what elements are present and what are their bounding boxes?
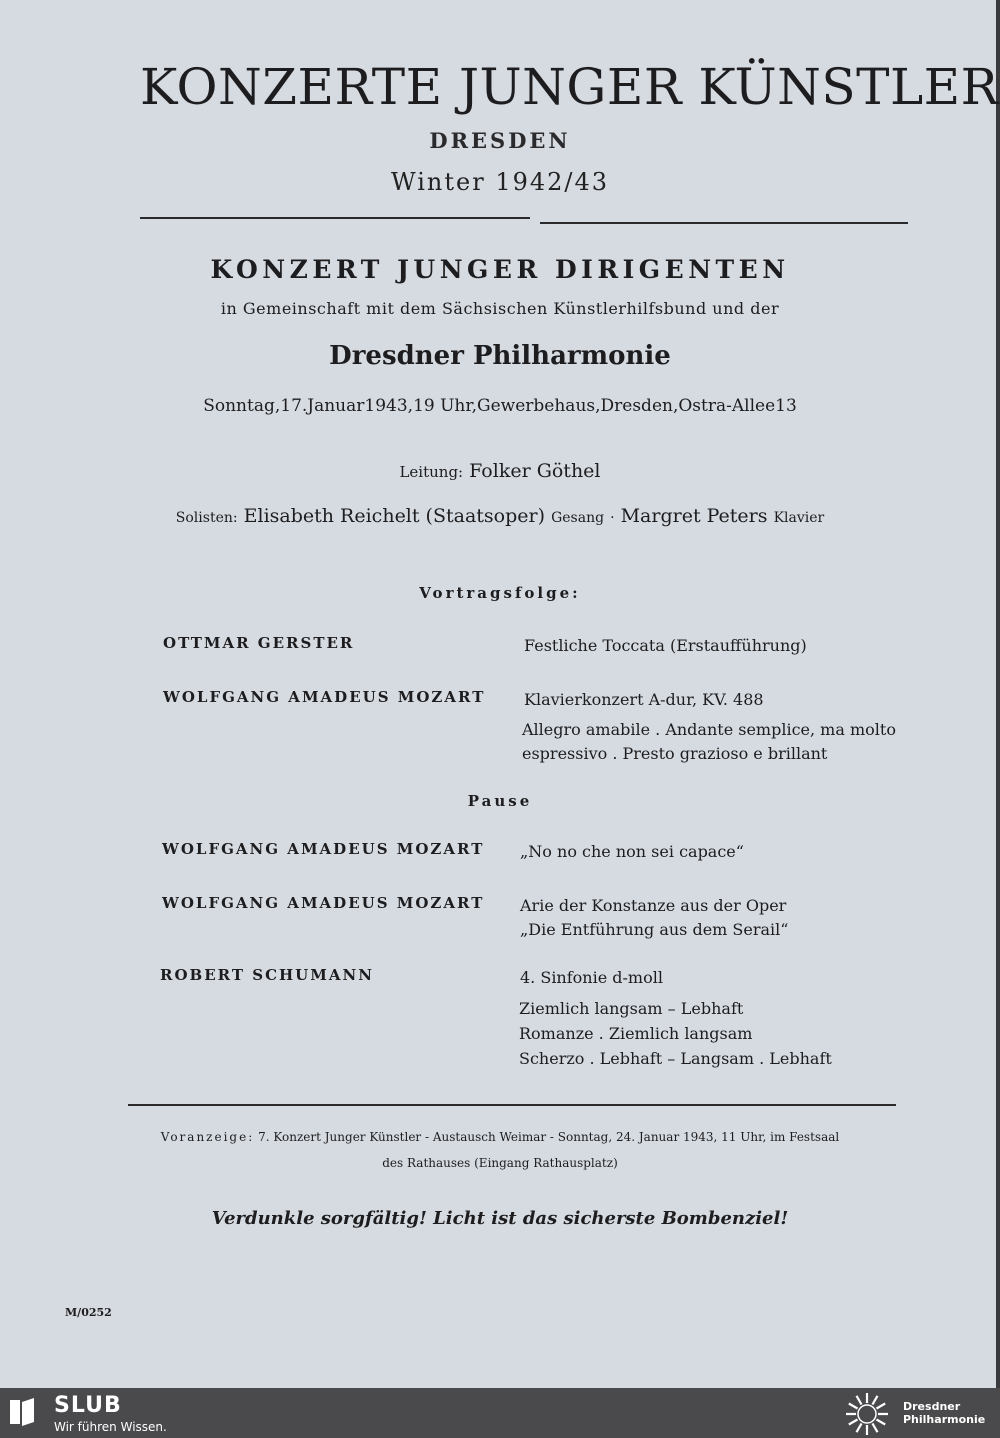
- divider-left: [140, 217, 530, 219]
- branding-bar: [0, 1388, 1000, 1438]
- soloist-1: Elisabeth Reichelt (Staatsoper): [243, 505, 546, 527]
- date-location: Sonntag,17.Januar1943,19 Uhr,Gewerbehaus,Dresden,Ostra-Allee13: [203, 396, 797, 416]
- slub-tagline: Wir führen Wissen.: [54, 1420, 167, 1434]
- footer-divider: [128, 1104, 896, 1106]
- program-work: Arie der Konstanze aus der Oper: [520, 896, 787, 915]
- program-work: „No no che non sei capace“: [520, 842, 744, 861]
- season: Winter 1942/43: [390, 168, 610, 196]
- announcement-line-2: des Rathauses (Eingang Rathausplatz): [382, 1156, 618, 1170]
- philharmonie-logo-line-1: Dresdner: [903, 1400, 961, 1413]
- program-movement: Scherzo . Lebhaft – Langsam . Lebhaft: [519, 1049, 832, 1068]
- program-composer: WOLFGANG AMADEUS MOZART: [162, 894, 485, 912]
- program-composer: WOLFGANG AMADEUS MOZART: [162, 840, 485, 858]
- soloist-2: Margret Peters: [620, 505, 768, 527]
- soloists-line: [0, 505, 1000, 527]
- announcement-text: 7. Konzert Junger Künstler - Austausch Weimar - Sonntag, 24. Januar 1943, 11 Uhr, im Festsaal: [258, 1130, 840, 1144]
- divider-right: [540, 222, 908, 224]
- archive-reference: M/0252: [65, 1306, 112, 1319]
- program-heading: Vortragsfolge:: [419, 584, 581, 602]
- soloist-2-role: Klavier: [773, 510, 825, 526]
- slub-book-icon: [8, 1396, 38, 1428]
- announcement-line-1: [0, 1130, 1000, 1144]
- conductor-line: [0, 460, 1000, 482]
- philharmonie-sunburst-icon: [843, 1392, 891, 1436]
- philharmonie-logo-line-2: Philharmonie: [903, 1413, 986, 1426]
- soloist-separator: ·: [610, 510, 615, 526]
- concert-title: KONZERT JUNGER DIRIGENTEN: [210, 255, 790, 284]
- program-composer: OTTMAR GERSTER: [163, 634, 355, 652]
- program-composer: WOLFGANG AMADEUS MOZART: [163, 688, 486, 706]
- program-movement: Ziemlich langsam – Lebhaft: [519, 999, 744, 1018]
- program-movement: „Die Entführung aus dem Serail“: [520, 920, 789, 939]
- soloist-1-role: Gesang: [551, 510, 605, 526]
- association-line: in Gemeinschaft mit dem Sächsischen Künstlerhilfsbund und der: [220, 299, 780, 318]
- intermission: Pause: [467, 792, 533, 810]
- program-composer: ROBERT SCHUMANN: [160, 966, 374, 984]
- main-title: KONZERTE JUNGER KÜNSTLER: [140, 58, 999, 116]
- city: DRESDEN: [429, 128, 571, 153]
- program-movement: Romanze . Ziemlich langsam: [519, 1024, 753, 1043]
- slub-logo-text[interactable]: SLUB: [54, 1393, 122, 1418]
- orchestra-name: Dresdner Philharmonie: [329, 341, 671, 371]
- philharmonie-logo-text[interactable]: [903, 1400, 995, 1426]
- conductor-name: Folker Göthel: [469, 460, 601, 482]
- program-work: 4. Sinfonie d-moll: [520, 968, 663, 987]
- program-movement: espressivo . Presto grazioso e brillant: [522, 744, 828, 763]
- blackout-warning: Verdunkle sorgfältig! Licht ist das sicherste Bombenziel!: [211, 1208, 789, 1229]
- soloists-label: Solisten:: [175, 510, 238, 526]
- program-movement: Allegro amabile . Andante semplice, ma molto: [522, 720, 896, 739]
- program-work: Klavierkonzert A-dur, KV. 488: [524, 690, 764, 709]
- conductor-label: Leitung:: [399, 463, 464, 481]
- announcement-label: Voranzeige:: [160, 1130, 255, 1144]
- program-work: Festliche Toccata (Erstaufführung): [524, 636, 807, 655]
